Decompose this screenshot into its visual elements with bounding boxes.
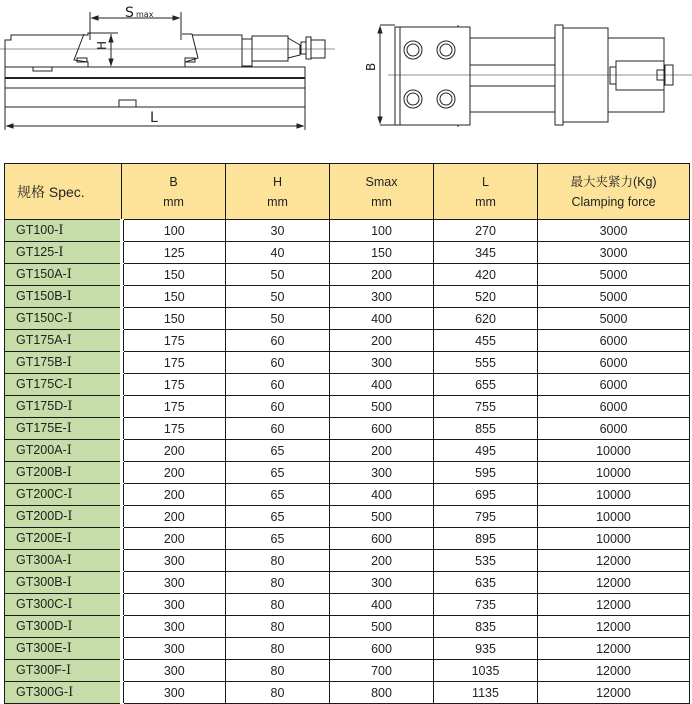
model-name: GT300C- [16, 597, 68, 611]
header-l-label: L [482, 174, 489, 189]
clamping-force-cell: 10000 [538, 528, 690, 550]
smax-cell: 400 [330, 484, 434, 506]
l-cell: 895 [434, 528, 538, 550]
model-cell [5, 572, 122, 594]
b-cell: 300 [122, 638, 226, 660]
l-cell: 1135 [434, 682, 538, 704]
b-cell: 175 [122, 396, 226, 418]
h-cell: 50 [226, 308, 330, 330]
header-force-sublabel: Clamping force [571, 194, 656, 209]
smax-cell: 600 [330, 528, 434, 550]
l-cell: 695 [434, 484, 538, 506]
table-row [5, 308, 690, 330]
smax-cell: 300 [330, 572, 434, 594]
table-row [5, 264, 690, 286]
model-cell [5, 264, 122, 286]
clamping-force-cell: 12000 [538, 616, 690, 638]
b-cell: 150 [122, 308, 226, 330]
model-suffix: Ⅰ [66, 421, 72, 436]
clamping-force-cell: 5000 [538, 286, 690, 308]
smax-cell: 400 [330, 308, 434, 330]
clamping-force-cell: 6000 [538, 418, 690, 440]
model-name: GT300B- [16, 575, 67, 589]
header-force-label: 最大夹紧力(Kg) [570, 174, 657, 189]
h-cell: 65 [226, 528, 330, 550]
model-name: GT175C- [16, 377, 68, 391]
model-cell [5, 352, 122, 374]
h-cell: 30 [226, 220, 330, 242]
b-cell: 300 [122, 550, 226, 572]
l-cell: 455 [434, 330, 538, 352]
model-suffix: Ⅰ [58, 245, 64, 260]
h-cell: 80 [226, 572, 330, 594]
header-clamping-force [538, 164, 690, 220]
header-spec-label: 规格 Spec. [17, 183, 85, 200]
model-suffix: Ⅰ [66, 575, 72, 590]
model-name: GT175E- [16, 421, 67, 435]
table-row [5, 418, 690, 440]
smax-cell: 500 [330, 396, 434, 418]
clamping-force-cell: 3000 [538, 242, 690, 264]
h-cell: 80 [226, 550, 330, 572]
model-suffix: Ⅰ [67, 487, 73, 502]
h-cell: 40 [226, 242, 330, 264]
b-cell: 300 [122, 616, 226, 638]
h-cell: 50 [226, 286, 330, 308]
b-cell: 100 [122, 220, 226, 242]
l-cell: 855 [434, 418, 538, 440]
model-suffix: Ⅰ [67, 377, 73, 392]
model-suffix: Ⅰ [66, 531, 72, 546]
model-suffix: Ⅰ [68, 685, 74, 700]
b-cell: 175 [122, 352, 226, 374]
l-cell: 495 [434, 440, 538, 462]
b-cell: 200 [122, 484, 226, 506]
table-row [5, 572, 690, 594]
header-smax-unit: mm [371, 194, 392, 209]
header-b [122, 164, 226, 220]
header-h-unit: mm [267, 194, 288, 209]
model-cell [5, 242, 122, 264]
smax-cell: 600 [330, 638, 434, 660]
model-name: GT300F- [16, 663, 67, 677]
model-cell [5, 616, 122, 638]
model-name: GT300G- [16, 685, 69, 699]
h-cell: 65 [226, 462, 330, 484]
model-name: GT100- [16, 223, 59, 237]
b-cell: 175 [122, 418, 226, 440]
b-cell: 200 [122, 506, 226, 528]
model-suffix: Ⅰ [58, 223, 64, 238]
model-cell [5, 638, 122, 660]
b-cell: 125 [122, 242, 226, 264]
clamping-force-cell: 12000 [538, 572, 690, 594]
header-h [226, 164, 330, 220]
model-name: GT300A- [16, 553, 67, 567]
model-name: GT200A- [16, 443, 67, 457]
h-cell: 60 [226, 418, 330, 440]
model-cell [5, 462, 122, 484]
model-cell [5, 682, 122, 704]
b-cell: 300 [122, 572, 226, 594]
smax-cell: 400 [330, 374, 434, 396]
table-header-row [5, 164, 690, 220]
table-row [5, 550, 690, 572]
h-cell: 80 [226, 616, 330, 638]
model-suffix: Ⅰ [67, 311, 73, 326]
table-row [5, 484, 690, 506]
model-cell [5, 440, 122, 462]
header-b-label: B [169, 174, 178, 189]
h-cell: 65 [226, 484, 330, 506]
clamping-force-cell: 12000 [538, 682, 690, 704]
smax-subscript: max [136, 10, 154, 19]
model-name: GT300E- [16, 641, 67, 655]
table-row [5, 286, 690, 308]
model-suffix: Ⅰ [66, 465, 72, 480]
h-cell: 80 [226, 594, 330, 616]
model-cell [5, 286, 122, 308]
l-cell: 420 [434, 264, 538, 286]
model-suffix: Ⅰ [66, 333, 72, 348]
smax-label: S [125, 5, 134, 21]
table-row [5, 660, 690, 682]
h-cell: 80 [226, 682, 330, 704]
b-cell: 200 [122, 462, 226, 484]
model-suffix: Ⅰ [67, 399, 73, 414]
specification-table [4, 163, 690, 704]
model-suffix: Ⅰ [66, 553, 72, 568]
l-cell: 935 [434, 638, 538, 660]
model-cell [5, 330, 122, 352]
smax-cell: 600 [330, 418, 434, 440]
h-label: H [95, 40, 109, 50]
model-cell [5, 308, 122, 330]
l-cell: 270 [434, 220, 538, 242]
h-cell: 80 [226, 638, 330, 660]
table-row [5, 352, 690, 374]
model-name: GT300D- [16, 619, 68, 633]
h-cell: 50 [226, 264, 330, 286]
b-cell: 175 [122, 374, 226, 396]
clamping-force-cell: 6000 [538, 330, 690, 352]
table-row [5, 462, 690, 484]
b-cell: 300 [122, 682, 226, 704]
clamping-force-cell: 5000 [538, 264, 690, 286]
header-smax-label: Smax [365, 174, 398, 189]
header-smax [330, 164, 434, 220]
l-cell: 1035 [434, 660, 538, 682]
b-cell: 150 [122, 264, 226, 286]
clamping-force-cell: 3000 [538, 220, 690, 242]
l-cell: 835 [434, 616, 538, 638]
model-cell [5, 374, 122, 396]
model-suffix: Ⅰ [66, 355, 72, 370]
l-cell: 620 [434, 308, 538, 330]
clamping-force-cell: 6000 [538, 396, 690, 418]
b-cell: 200 [122, 528, 226, 550]
clamping-force-cell: 10000 [538, 440, 690, 462]
model-name: GT200C- [16, 487, 68, 501]
model-cell [5, 528, 122, 550]
table-row [5, 616, 690, 638]
smax-cell: 150 [330, 242, 434, 264]
smax-cell: 300 [330, 286, 434, 308]
clamping-force-cell: 12000 [538, 638, 690, 660]
model-cell [5, 660, 122, 682]
model-suffix: Ⅰ [66, 289, 72, 304]
table-row [5, 594, 690, 616]
table-row [5, 506, 690, 528]
clamping-force-cell: 6000 [538, 352, 690, 374]
l-cell: 635 [434, 572, 538, 594]
model-cell [5, 506, 122, 528]
l-cell: 520 [434, 286, 538, 308]
l-cell: 535 [434, 550, 538, 572]
l-cell: 735 [434, 594, 538, 616]
h-cell: 80 [226, 660, 330, 682]
b-cell: 150 [122, 286, 226, 308]
table-row [5, 528, 690, 550]
model-name: GT150B- [16, 289, 67, 303]
h-cell: 65 [226, 506, 330, 528]
clamping-force-cell: 10000 [538, 506, 690, 528]
model-cell [5, 484, 122, 506]
clamping-force-cell: 12000 [538, 660, 690, 682]
h-cell: 65 [226, 440, 330, 462]
model-name: GT200B- [16, 465, 67, 479]
l-cell: 345 [434, 242, 538, 264]
smax-cell: 200 [330, 440, 434, 462]
model-cell [5, 220, 122, 242]
model-suffix: Ⅰ [66, 267, 72, 282]
h-cell: 60 [226, 396, 330, 418]
smax-cell: 100 [330, 220, 434, 242]
smax-cell: 200 [330, 550, 434, 572]
b-cell: 200 [122, 440, 226, 462]
clamping-force-cell: 10000 [538, 462, 690, 484]
clamping-force-cell: 5000 [538, 308, 690, 330]
clamping-force-cell: 6000 [538, 374, 690, 396]
smax-cell: 500 [330, 616, 434, 638]
header-h-label: H [272, 174, 283, 189]
model-name: GT200E- [16, 531, 67, 545]
model-name: GT175D- [16, 399, 68, 413]
smax-cell: 300 [330, 462, 434, 484]
smax-cell: 300 [330, 352, 434, 374]
model-name: GT175B- [16, 355, 67, 369]
h-cell: 60 [226, 374, 330, 396]
model-suffix: Ⅰ [67, 619, 73, 634]
model-suffix: Ⅰ [66, 641, 72, 656]
table-row [5, 330, 690, 352]
table-row [5, 440, 690, 462]
table-row [5, 242, 690, 264]
smax-cell: 700 [330, 660, 434, 682]
table-row [5, 374, 690, 396]
model-name: GT200D- [16, 509, 68, 523]
b-label: B [364, 62, 378, 71]
model-name: GT175A- [16, 333, 67, 347]
l-label: L [150, 110, 158, 126]
clamping-force-cell: 12000 [538, 594, 690, 616]
smax-cell: 200 [330, 264, 434, 286]
model-cell [5, 550, 122, 572]
model-name: GT150A- [16, 267, 67, 281]
l-cell: 655 [434, 374, 538, 396]
model-cell [5, 594, 122, 616]
l-cell: 755 [434, 396, 538, 418]
table-row [5, 220, 690, 242]
l-cell: 555 [434, 352, 538, 374]
model-cell [5, 418, 122, 440]
smax-cell: 200 [330, 330, 434, 352]
header-l [434, 164, 538, 220]
model-name: GT150C- [16, 311, 68, 325]
header-l-unit: mm [475, 194, 496, 209]
model-suffix: Ⅰ [66, 663, 72, 678]
table-row [5, 682, 690, 704]
b-cell: 175 [122, 330, 226, 352]
b-cell: 300 [122, 594, 226, 616]
clamping-force-cell: 10000 [538, 484, 690, 506]
model-suffix: Ⅰ [66, 443, 72, 458]
h-cell: 60 [226, 352, 330, 374]
smax-cell: 800 [330, 682, 434, 704]
table-row [5, 396, 690, 418]
header-spec [5, 164, 122, 220]
vise-side-view-drawing [0, 0, 340, 140]
vise-top-view-drawing [340, 0, 692, 140]
b-cell: 300 [122, 660, 226, 682]
smax-cell: 400 [330, 594, 434, 616]
smax-cell: 500 [330, 506, 434, 528]
l-cell: 595 [434, 462, 538, 484]
table-row [5, 638, 690, 660]
header-b-unit: mm [163, 194, 184, 209]
model-suffix: Ⅰ [67, 509, 73, 524]
model-name: GT125- [16, 245, 59, 259]
h-cell: 60 [226, 330, 330, 352]
clamping-force-cell: 12000 [538, 550, 690, 572]
technical-drawings [0, 0, 692, 150]
model-suffix: Ⅰ [67, 597, 73, 612]
model-cell [5, 396, 122, 418]
l-cell: 795 [434, 506, 538, 528]
